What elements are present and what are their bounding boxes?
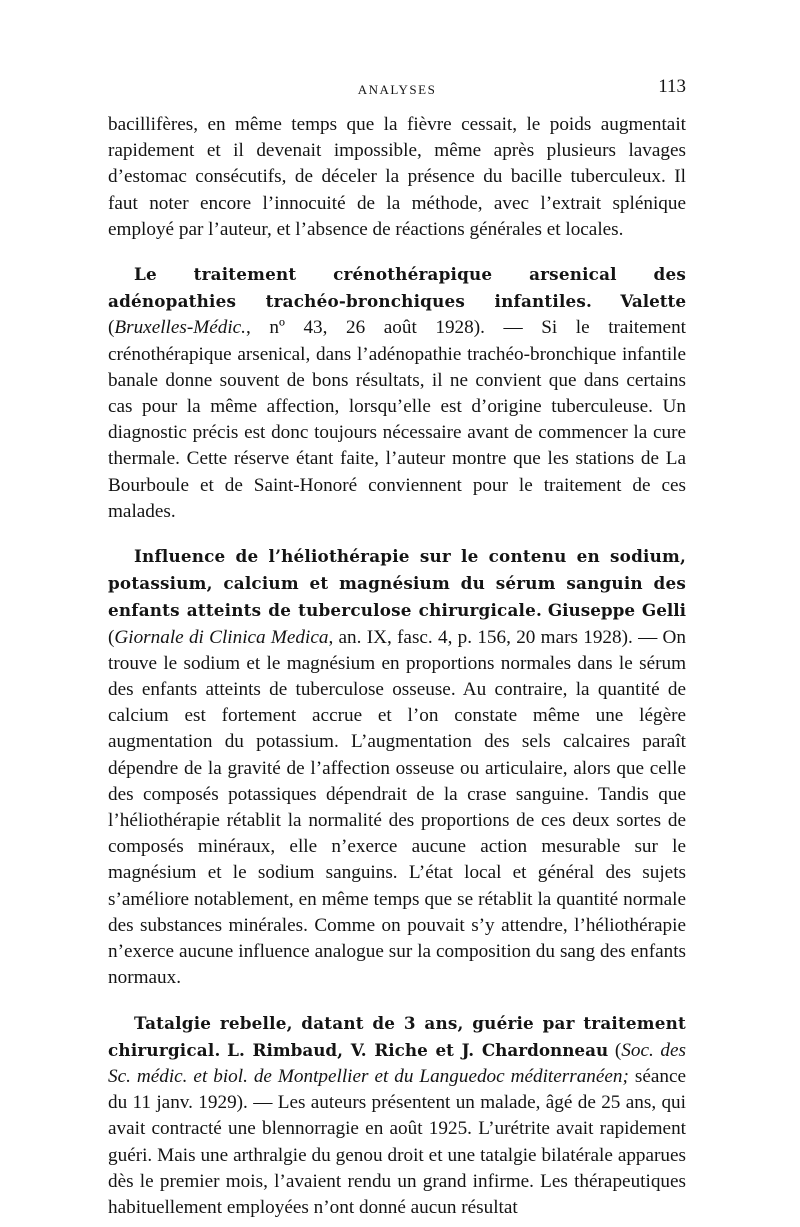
article-3-authors: L. Rimbaud, V. Riche et J. Chardonneau xyxy=(227,1039,609,1060)
article-2-authors: Giuseppe Gelli xyxy=(547,600,686,621)
article-2-source-details: , an. IX, fasc. 4, p. 156, 20 mars 1928). xyxy=(328,626,633,648)
article-2 xyxy=(108,543,686,991)
article-1-title: Le traitement crénothérapique arsenical des adénopathies trachéo-bronchiques infantiles. xyxy=(108,264,686,312)
article-3-body: — Les auteurs présentent un malade, âgé de 25 ans, qui avait contracté une blennorragie en août 1925. L’urétrite avait rapidement guéri. Mais une arthralgie du genou droit et une tatalgie bilatérale apparues dès le premier mois, l’avaient rendu un grand infirme. Les thérapeutiques habituellement employées n’ont donné aucun résultat xyxy=(108,1092,686,1218)
article-2-source-open: ( xyxy=(108,626,115,648)
running-title: ANALYSES xyxy=(357,82,437,97)
article-3-source-details: séance du 11 janv. 1929). xyxy=(108,1065,686,1114)
article-2-body: — On trouve le sodium et le magnésium en proportions normales dans le sérum des enfants atteints de tuberculose osseuse. Au contraire, la quantité de calcium est fortement accrue et l’on constate même une légère augmentation du potassium. L’augmentation des sels calcaires paraît dépendre de la gravité de l’affection osseuse ou articulaire, alors que celle des composés potassiques dépendrait de la crase sanguine. Tandis que l’héliothérapie rétablit la normalité des proportions de ces deux sortes de composés minéraux, elle n’exerce aucune action mesurable sur le magnésium et le sodium sanguins. L’état local et général des sujets s’améliore notablement, en même temps que se rétablit la quantité normale des substances minérales. Comme on pouvait s’y attendre, l’héliothérapie n’exerce aucune influence analogue sur la composition du sang des enfants normaux. xyxy=(108,626,687,989)
article-1-source-open: ( xyxy=(108,317,115,339)
article-2-source: Giornale di Clinica Medica xyxy=(114,626,329,648)
article-3 xyxy=(108,1010,686,1222)
article-1 xyxy=(108,261,686,525)
article-1-authors: Valette xyxy=(620,291,686,312)
article-1-source: Bruxelles-Médic. xyxy=(114,317,246,339)
article-2-title: Influence de l’héliothérapie sur le contenu en sodium, potassium, calcium et magnésium du sérum sanguin des enfants atteints de tuberculose chirurgicale. xyxy=(108,546,686,621)
article-3-source-open: ( xyxy=(614,1039,622,1061)
page-number: 113 xyxy=(658,76,686,97)
article-1-body: — Si le traitement crénothérapique arsenical, dans l’adénopathie trachéo-bronchique infantile banale donne souvent de bons résultats, il ne convient que dans certains cas pour la même affection, lorsqu’elle est d’origine tuberculeuse. Un diagnostic précis est donc toujours nécessaire avant de commencer la cure thermale. Cette réserve étant faite, l’auteur montre que les stations de La Bourboule et de Saint-Honoré conviennent pour le traitement de ces malades. xyxy=(108,317,686,522)
page-header xyxy=(108,68,686,98)
intro-paragraph: bacillifères, en même temps que la fièvre cessait, le poids augmentait rapidement et il devenait impossible, même après plusieurs lavages d’estomac consécutifs, de déceler la présence du bacille tuberculeux. Il faut noter encore l’innocuité de la méthode, avec l’extrait splénique employé par l’auteur, et l’absence de réactions générales et locales. xyxy=(108,114,686,240)
page xyxy=(108,68,686,1221)
article-3-source: Soc. des Sc. médic. et biol. de Montpellier et du Languedoc méditerranéen; xyxy=(108,1039,686,1087)
article-1-source-details: , nº 43, 26 août 1928). xyxy=(245,317,485,339)
article-3-title: Tatalgie rebelle, datant de 3 ans, guérie par traitement chirurgical. xyxy=(108,1012,686,1060)
